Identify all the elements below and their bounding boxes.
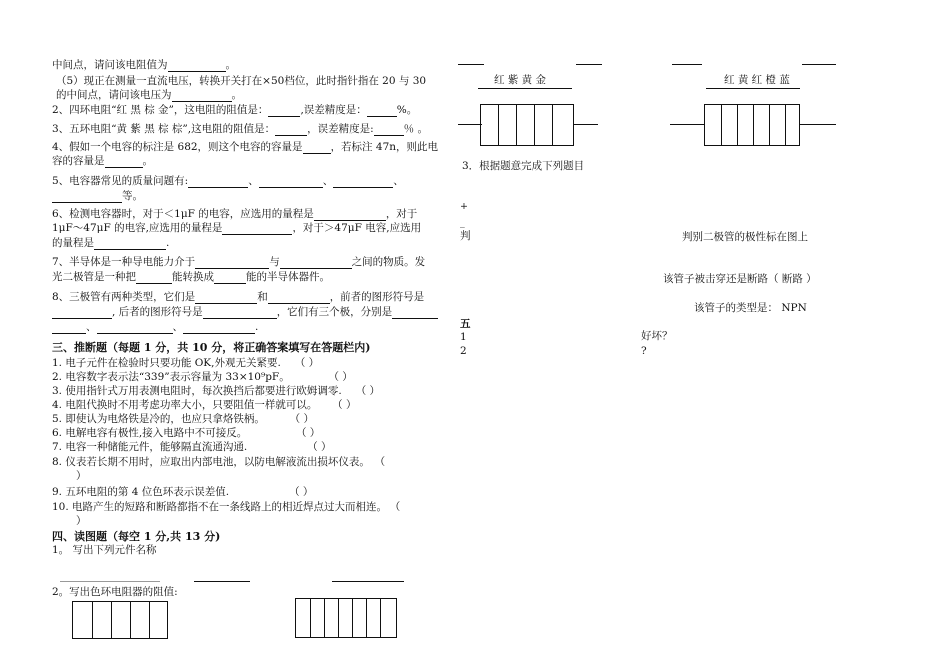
answer-line[interactable] <box>802 64 836 65</box>
q5-text: 5、电容器常见的质量问题有: <box>52 175 189 187</box>
sep: 、 <box>322 175 334 187</box>
transistor-broken-text: 该管子被击穿还是断路（ 断路 ） <box>663 273 817 285</box>
answer-line[interactable] <box>458 64 484 65</box>
q4-line <box>52 141 438 154</box>
q4-line2 <box>52 155 153 168</box>
answer-blank[interactable] <box>268 292 330 304</box>
q7-line2 <box>52 271 330 284</box>
resistor-2-body <box>704 104 800 146</box>
judge-text: 7. 电容一种储能元件，能够隔直流通沟通. <box>52 441 248 453</box>
answer-blank[interactable] <box>136 272 172 284</box>
answer-blank[interactable] <box>52 191 122 203</box>
resistor-2-colors: 红 黄 红 橙 蓝 <box>724 74 790 86</box>
judge-text: 9. 五环电阻的第 4 位色环表示误差值. <box>52 486 230 498</box>
judge-text: 5. 即使认为电烙铁是冷的，也应只拿烙铁柄。 <box>52 413 265 425</box>
answer-blank[interactable] <box>52 322 86 334</box>
judge-item-8 <box>52 456 385 469</box>
judge-text: 4. 电阻代换时不用考虑功率大小，只要阻值一样就可以。 <box>52 399 318 411</box>
judge-text: 1. 电子元件在检验时只要功能 OK,外观无关紧要. <box>52 357 281 369</box>
q8-text2: 和 <box>257 291 268 303</box>
resistor-lead <box>670 124 704 125</box>
q2-text3: %。 <box>396 104 418 116</box>
answer-blank[interactable] <box>188 176 248 188</box>
q3-line <box>52 123 428 136</box>
punct: 。 <box>142 155 153 167</box>
answer-line[interactable] <box>194 581 250 582</box>
q2-text2: ,误差精度是： <box>300 104 367 116</box>
color-marker-line <box>478 88 572 89</box>
judge-text: 8. 仪表若长期不用时，应取出内部电池，以防电解液流出损坏仪表。 <box>52 456 370 468</box>
q7-text3: 之间的物质。发 <box>351 256 426 268</box>
q6-line2 <box>52 222 421 235</box>
answer-blank[interactable] <box>94 238 166 250</box>
answer-blank[interactable] <box>52 307 112 319</box>
answer-blank[interactable] <box>195 257 269 269</box>
q7-line <box>52 256 425 269</box>
answer-paren[interactable]: （ ） <box>301 427 321 439</box>
judge-item-10 <box>52 501 400 514</box>
color-ring-resistor-diagram <box>295 598 397 638</box>
q5-line2 <box>52 190 143 203</box>
judge-item-7 <box>52 441 332 454</box>
answer-blank[interactable] <box>168 60 226 72</box>
q7-text2: 与 <box>269 256 280 268</box>
question-mark: ? <box>641 345 647 357</box>
resistor-lead <box>574 124 598 125</box>
answer-line[interactable] <box>672 64 702 65</box>
color-ring-resistor-diagram <box>72 601 168 639</box>
q8-text3: ，前者的图形符号是 <box>329 291 425 303</box>
clipped-item-2: 2 <box>460 345 467 357</box>
answer-paren[interactable]: （ ） <box>307 441 332 453</box>
color-marker-line <box>706 88 800 89</box>
clipped-item-1: 1 <box>460 331 467 343</box>
plus-sign: + <box>460 201 468 212</box>
q6-line3 <box>52 237 169 250</box>
answer-blank[interactable] <box>374 124 404 136</box>
answer-paren[interactable]: （ ） <box>294 357 320 369</box>
sep: 、 <box>248 175 259 187</box>
judge-text: 2. 电容数字表示法“339”表示容量为 33×10⁹pF。 <box>52 371 290 383</box>
section-4-heading: 四、读图题（每空 1 分,共 13 分) <box>52 530 221 543</box>
judge-item-9 <box>52 486 313 499</box>
answer-line[interactable] <box>576 64 602 65</box>
q8-text5: ，它们有三个极，分别是 <box>276 306 393 318</box>
judge-text: 10. 电路产生的短路和断路都指不在一条线路上的相近焊点过大而相连。 <box>52 501 388 513</box>
q7-text4: 光二极管是一种把 <box>52 271 136 283</box>
q3-heading: 3．根据题意完成下列题目 <box>462 160 585 172</box>
resistor-lead <box>800 124 836 125</box>
section-3-heading: 三、推断题（每题 1 分，共 10 分，将正确答案填写在答题栏内) <box>52 341 371 354</box>
answer-paren[interactable]: （ ） <box>294 413 314 425</box>
section-5-clipped: 五 <box>460 318 471 330</box>
answer-line[interactable] <box>332 581 404 582</box>
answer-paren[interactable]: （ ） <box>337 399 357 411</box>
good-bad-text: 好坏？ <box>641 330 673 342</box>
q7-text5: 能转换成 <box>172 271 214 283</box>
answer-blank[interactable] <box>268 105 300 117</box>
q4-text2: ，若标注 47n，则此电 <box>330 141 439 153</box>
q4-text3: 容的容量是 <box>52 155 105 167</box>
q3-text3: ％ 。 <box>403 123 428 135</box>
answer-blank[interactable] <box>97 322 173 334</box>
answer-blank[interactable] <box>280 257 352 269</box>
q3-text: 3、五环电阻“黄 紫 黑 棕 棕”,这电阻的阻值是： <box>52 123 276 135</box>
read-q1: 1。 写出下列元件名称 <box>52 544 157 556</box>
q8-text4: , 后者的图形符号是 <box>112 306 203 318</box>
answer-blank[interactable] <box>203 307 277 319</box>
answer-blank[interactable] <box>333 176 393 188</box>
sep: 、 <box>86 321 97 333</box>
resistor-1-body <box>480 104 574 146</box>
answer-paren[interactable]: （ ） <box>289 486 314 498</box>
q8-text: 8、三极管有两种类型，它们是 <box>52 291 196 303</box>
q5-line <box>52 175 404 188</box>
answer-line[interactable] <box>60 581 160 582</box>
q3-text2: ，误差精度是: <box>307 123 374 135</box>
judge-text: 3. 使用指针式万用表测电阻时，每次换挡后都要进行欧姆调零. <box>52 385 342 397</box>
minus-sign: _ <box>460 217 465 228</box>
judge-item-3 <box>52 385 380 398</box>
answer-blank[interactable] <box>314 209 386 221</box>
q6-text5: 的量程是 <box>52 237 94 249</box>
punct: . <box>255 321 259 333</box>
resistor-lead <box>458 124 482 125</box>
judge-item-8-close[interactable]: ） <box>76 470 87 482</box>
answer-paren[interactable]: （ <box>379 456 386 468</box>
answer-blank[interactable] <box>367 105 397 117</box>
answer-blank[interactable] <box>195 292 257 304</box>
q7-text: 7、半导体是一种导电能力介于 <box>52 256 196 268</box>
answer-blank[interactable] <box>275 124 307 136</box>
q1-5-text: 的中间点，请问该电压为 <box>56 89 172 101</box>
answer-blank[interactable] <box>105 156 143 168</box>
q6-text4: ，对于＞47μF 电容,应选用 <box>292 222 422 234</box>
q8-line3 <box>52 321 258 334</box>
q8-line2 <box>52 306 438 319</box>
sep: 、 <box>172 321 183 333</box>
q7-text6: 能的半导体器件。 <box>246 271 330 283</box>
q6-line <box>52 208 417 221</box>
q1-5-line2 <box>56 89 242 102</box>
punct: 。 <box>225 59 236 71</box>
punct: . <box>166 237 170 249</box>
answer-blank[interactable] <box>392 307 438 319</box>
diode-polarity-text: 判别二极管的极性标在图上 <box>682 231 808 243</box>
q2-text: 2、四环电阻“红 黑 棕 金”，这电阻的阻值是： <box>52 104 269 116</box>
resistor-1-colors: 红 紫 黄 金 <box>494 74 547 86</box>
judge-item-10-close[interactable]: ） <box>76 515 87 527</box>
sep: 、 <box>393 175 404 187</box>
answer-paren[interactable]: （ ） <box>355 385 381 397</box>
q6-text3: 1μF～47μF 的电容,应选用的量程是 <box>52 222 223 234</box>
answer-blank[interactable] <box>303 142 331 154</box>
judge-item-1 <box>52 357 319 370</box>
answer-paren[interactable]: （ ） <box>333 371 353 383</box>
q5-end: 等。 <box>122 190 143 202</box>
judge-item-2 <box>52 371 353 384</box>
answer-blank[interactable] <box>183 322 255 334</box>
punct: 。 <box>231 89 242 101</box>
judge-item-5 <box>52 413 314 426</box>
answer-blank[interactable] <box>222 223 292 235</box>
answer-blank[interactable] <box>214 272 246 284</box>
clipped-text: 判 <box>460 230 471 242</box>
answer-paren[interactable]: （ <box>395 501 401 513</box>
q1-4-line <box>52 59 236 72</box>
q4-text: 4、假如一个电容的标注是 682，则这个电容的容量是 <box>52 141 303 153</box>
judge-text: 6. 电解电容有极性,接入电路中不可接反。 <box>52 427 248 439</box>
q6-text2: ，对于 <box>385 208 418 220</box>
q1-4-text: 中间点，请问该电阻值为 <box>52 59 168 71</box>
q6-text: 6、检测电容器时，对于＜1μF 的电容，应选用的量程是 <box>52 208 314 220</box>
judge-item-6 <box>52 427 320 440</box>
read-q2: 2。写出色环电阻器的阻值: <box>52 586 178 598</box>
q1-5-line: （5）现正在测量一直流电压，转换开关打在×50档位，此时指针指在 20 与 30 <box>56 75 427 87</box>
judge-item-4 <box>52 399 356 412</box>
q2-line <box>52 104 417 117</box>
transistor-type-text: 该管子的类型是： NPN <box>694 302 807 314</box>
q8-line <box>52 291 424 304</box>
answer-blank[interactable] <box>172 90 232 102</box>
answer-blank[interactable] <box>259 176 323 188</box>
